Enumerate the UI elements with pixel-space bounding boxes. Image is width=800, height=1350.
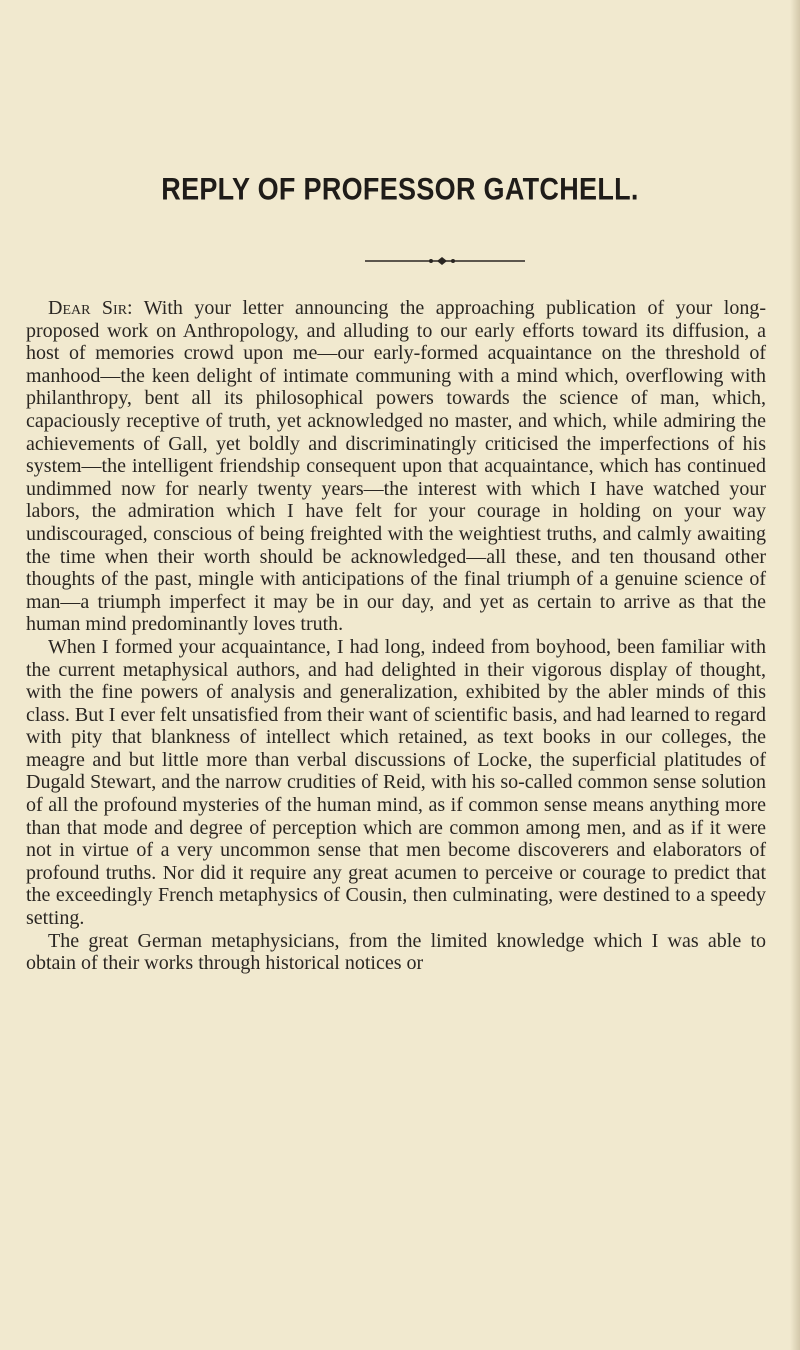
salutation: Dear Sir	[48, 297, 128, 319]
ornament-divider	[365, 256, 525, 266]
paragraph-3: The great German metaphysicians, from the limited knowledge which I was able to obtain of their works through historical notices or	[26, 929, 766, 975]
body-text	[26, 297, 766, 975]
paragraph-2: When I formed your acquaintance, I had long, indeed from boyhood, been familiar with the current metaphysical authors, and had delighted in their vigorous display of thought, with the fine powers of analysis and generalization, exhibited by the abler minds of this class. But I ever felt unsatisfied from their want of scientific basis, and had learned to regard with pity that blankness of intellect which retained, as text books in our colleges, the meagre and but little more than verbal discussions of Locke, the superficial platitudes of Dugald Stewart, and the narrow crudities of Reid, with his so-called common sense solution of all the profound mysteries of the human mind, as if common sense means anything more than that mode and degree of perception which are common among men, and as if it were not in virtue of a very uncommon sense that men become discoverers and elaborators of profound truths. Nor did it require any great acumen to perceive or courage to predict that the exceedingly French metaphysics of Cousin, then culminating, were destined to a speedy setting.	[26, 635, 766, 930]
page-title: REPLY OF PROFESSOR GATCHELL.	[161, 171, 639, 207]
paragraph-1-text: : With your letter announcing the approaching publication of your long-proposed work on Anthropology, and alluding to our early efforts toward its diffusion, a host of memories crowd upon me—our early-formed acquaintance on the threshold of manhood—the keen delight of intimate communing with a mind which, overflowing with philanthropy, bent all its philosophical powers towards the science of man, which, capaciously receptive of truth, yet acknowledged no master, and which, while admiring the achievements of Gall, yet boldly and discriminatingly criticised the imperfections of his system—the intelligent friendship consequent upon that acquaintance, which has continued undimmed now for nearly twenty years—the interest with which I have watched your labors, the admiration which I have felt for your courage in holding on your way undiscouraged, conscious of being freighted with the weightiest truths, and calmly awaiting the time when their worth should be acknowledged—all these, and ten thousand other thoughts of the past, mingle with anticipations of the final triumph of a genuine science of man—a triumph imperfect it may be in our day, and yet as certain to arrive as that the human mind predominantly loves truth.	[26, 297, 766, 636]
paragraph-1	[26, 297, 766, 636]
